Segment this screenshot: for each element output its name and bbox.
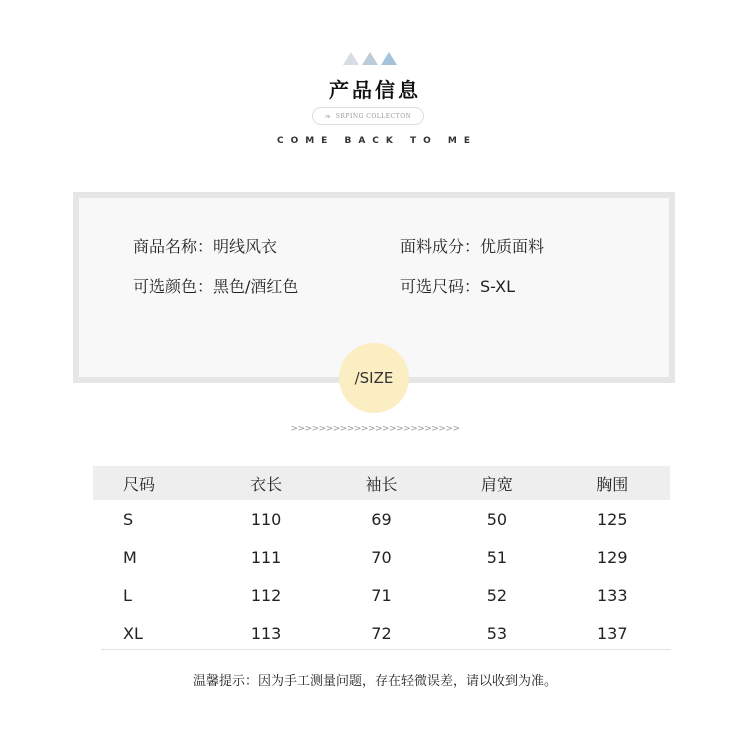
header-sleeve: 袖长 — [324, 466, 439, 500]
header-chest: 胸围 — [555, 466, 670, 500]
cell-shoulder: 52 — [486, 585, 508, 605]
header-size: 尺码 — [93, 466, 208, 500]
measurement-note: 温馨提示：因为手工测量问题，存在轻微误差，请以收到为准。 — [192, 674, 557, 689]
table-row — [93, 500, 670, 538]
table-row — [93, 576, 670, 614]
table-divider — [101, 649, 671, 650]
cell-chest: 137 — [597, 623, 628, 643]
header-length: 衣长 — [208, 466, 323, 500]
cell-size: M — [123, 547, 137, 567]
pill-text: SRPING COLLECTON — [335, 112, 412, 120]
product-name — [133, 234, 277, 257]
product-size-value: S-XL — [480, 277, 516, 296]
product-fabric — [400, 234, 544, 257]
product-color-label: 可选颜色： — [133, 277, 214, 296]
size-table — [93, 466, 670, 652]
cell-sleeve: 70 — [371, 547, 392, 567]
header-shoulder: 肩宽 — [439, 466, 554, 500]
cell-length: 110 — [250, 509, 282, 529]
cell-sleeve: 71 — [371, 585, 392, 605]
cell-size: S — [123, 509, 134, 529]
triangle-icon — [381, 52, 397, 65]
tagline: COME BACK TO ME — [276, 136, 478, 146]
cell-chest: 129 — [597, 547, 628, 567]
product-name-value: 明线风衣 — [213, 237, 278, 256]
cell-length: 113 — [250, 623, 282, 643]
cell-shoulder: 51 — [486, 547, 508, 567]
cell-length: 112 — [250, 585, 282, 605]
product-fabric-label: 面料成分： — [400, 237, 481, 256]
cell-size: XL — [123, 623, 143, 643]
product-color — [133, 274, 298, 297]
triangle-icon — [343, 52, 359, 65]
cell-sleeve: 72 — [371, 623, 392, 643]
triangle-decoration — [343, 52, 397, 65]
page-title: 产品信息 — [329, 78, 421, 102]
size-badge: /SIZE — [339, 343, 409, 413]
product-name-label: 商品名称： — [133, 237, 214, 256]
collection-pill — [312, 107, 424, 125]
table-header-row — [93, 466, 670, 500]
product-size-label: 可选尺码： — [400, 277, 481, 296]
cell-chest: 133 — [597, 585, 628, 605]
leaf-icon: ❧ — [324, 111, 332, 121]
cell-length: 111 — [250, 547, 282, 567]
cell-chest: 125 — [597, 509, 628, 529]
cell-shoulder: 53 — [486, 623, 508, 643]
cell-shoulder: 50 — [486, 509, 508, 529]
triangle-icon — [362, 52, 378, 65]
cell-sleeve: 69 — [371, 509, 392, 529]
product-size — [400, 274, 515, 297]
product-fabric-value: 优质面料 — [480, 237, 545, 256]
product-color-value: 黑色/酒红色 — [213, 277, 299, 296]
cell-size: L — [123, 585, 132, 605]
table-row — [93, 614, 670, 652]
table-row — [93, 538, 670, 576]
chevron-divider: >>>>>>>>>>>>>>>>>>>>>>>> — [290, 424, 460, 434]
